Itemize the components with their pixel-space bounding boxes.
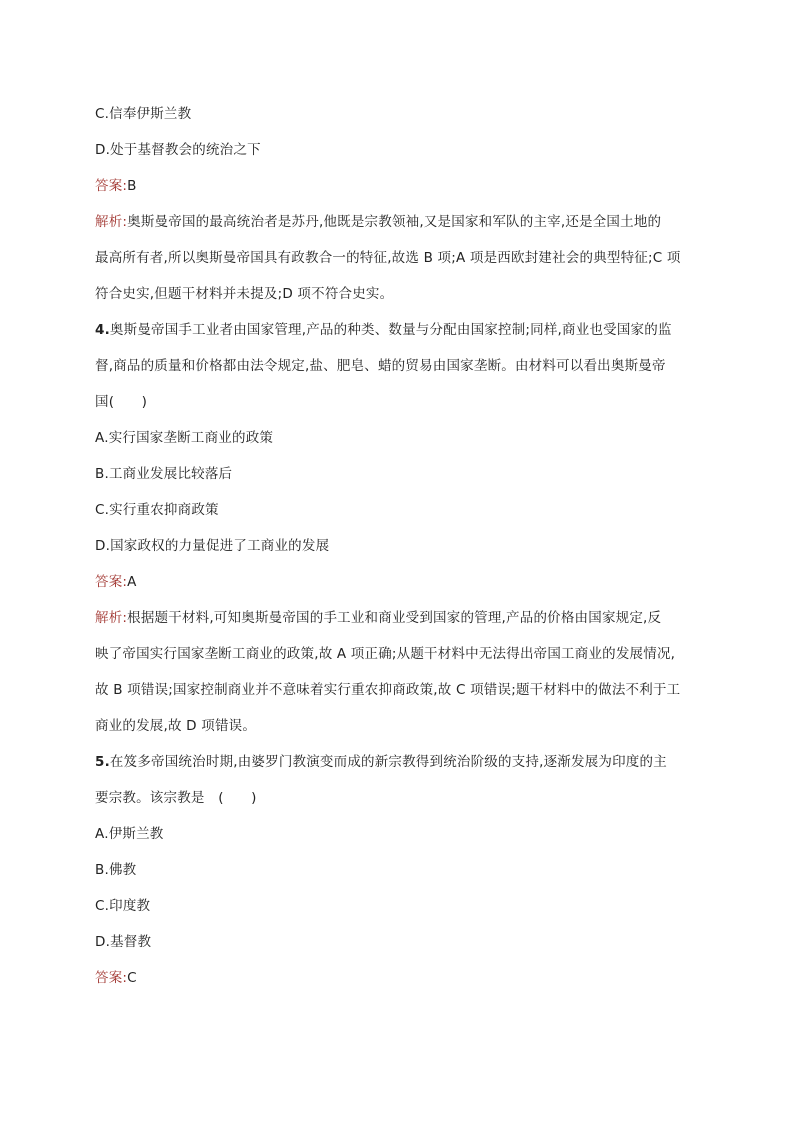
- q5-option-c: C.印度教: [95, 898, 151, 914]
- q5-stem-line-1: [95, 752, 700, 772]
- q3-analysis-line-3: 符合史实,但题干材料并未提及;D 项不符合史实。: [95, 286, 394, 302]
- q4-stem-text-1: 奥斯曼帝国手工业者由国家管理,产品的种类、数量与分配由国家控制;同样,商业也受国家的监: [109, 322, 672, 338]
- q4-option-b: B.工商业发展比较落后: [95, 466, 233, 482]
- q5-option-d: D.基督教: [95, 934, 152, 950]
- q3-analysis-label: 解析:: [95, 214, 128, 230]
- q3-analysis-line-1: [95, 212, 700, 232]
- q3-answer-label: 答案:: [95, 178, 128, 194]
- q4-analysis-label: 解析:: [95, 610, 128, 626]
- q4-analysis-line-2: 映了帝国实行国家垄断工商业的政策,故 A 项正确;从题干材料中无法得出帝国工商业的发展情况,: [95, 646, 676, 662]
- q4-answer-label: 答案:: [95, 574, 128, 590]
- q4-answer-value: A: [127, 574, 137, 590]
- q4-analysis-line-1: [95, 608, 700, 628]
- q4-stem-line-2: 督,商品的质量和价格都由法令规定,盐、肥皂、蜡的贸易由国家垄断。由材料可以看出奥斯曼帝: [95, 358, 666, 374]
- q5-answer-value: C: [127, 970, 137, 986]
- q4-option-d: D.国家政权的力量促进了工商业的发展: [95, 538, 330, 554]
- q3-answer: [95, 176, 700, 196]
- q4-analysis-line-3: 故 B 项错误;国家控制商业并不意味着实行重农抑商政策,故 C 项错误;题干材料中的做法不利于工: [95, 682, 681, 698]
- q5-stem-line-2: 要宗教。该宗教是 ( ): [95, 790, 257, 806]
- q5-number: 5.: [95, 754, 110, 770]
- q3-option-d: D.处于基督教会的统治之下: [95, 142, 261, 158]
- q4-answer: [95, 572, 700, 592]
- q4-stem-line-1: [95, 320, 700, 340]
- q4-option-a: A.实行国家垄断工商业的政策: [95, 430, 274, 446]
- q4-analysis-line-4: 商业的发展,故 D 项错误。: [95, 718, 257, 734]
- q5-stem-text-1: 在笈多帝国统治时期,由婆罗门教演变而成的新宗教得到统治阶级的支持,逐渐发展为印度的主: [109, 754, 667, 770]
- q3-option-c: C.信奉伊斯兰教: [95, 106, 192, 122]
- q3-analysis-text-1: 奥斯曼帝国的最高统治者是苏丹,他既是宗教领袖,又是国家和军队的主宰,还是全国土地的: [127, 214, 662, 230]
- q5-option-a: A.伊斯兰教: [95, 826, 164, 842]
- q5-option-b: B.佛教: [95, 862, 137, 878]
- q4-stem-line-3: 国( ): [95, 394, 148, 410]
- q5-answer: [95, 968, 700, 988]
- q4-number: 4.: [95, 322, 110, 338]
- q4-option-c: C.实行重农抑商政策: [95, 502, 219, 518]
- q3-answer-value: B: [127, 178, 137, 194]
- q5-answer-label: 答案:: [95, 970, 128, 986]
- q3-analysis-line-2: 最高所有者,所以奥斯曼帝国具有政教合一的特征,故选 B 项;A 项是西欧封建社会的典型特征;C 项: [95, 250, 681, 266]
- q4-analysis-text-1: 根据题干材料,可知奥斯曼帝国的手工业和商业受到国家的管理,产品的价格由国家规定,反: [127, 610, 662, 626]
